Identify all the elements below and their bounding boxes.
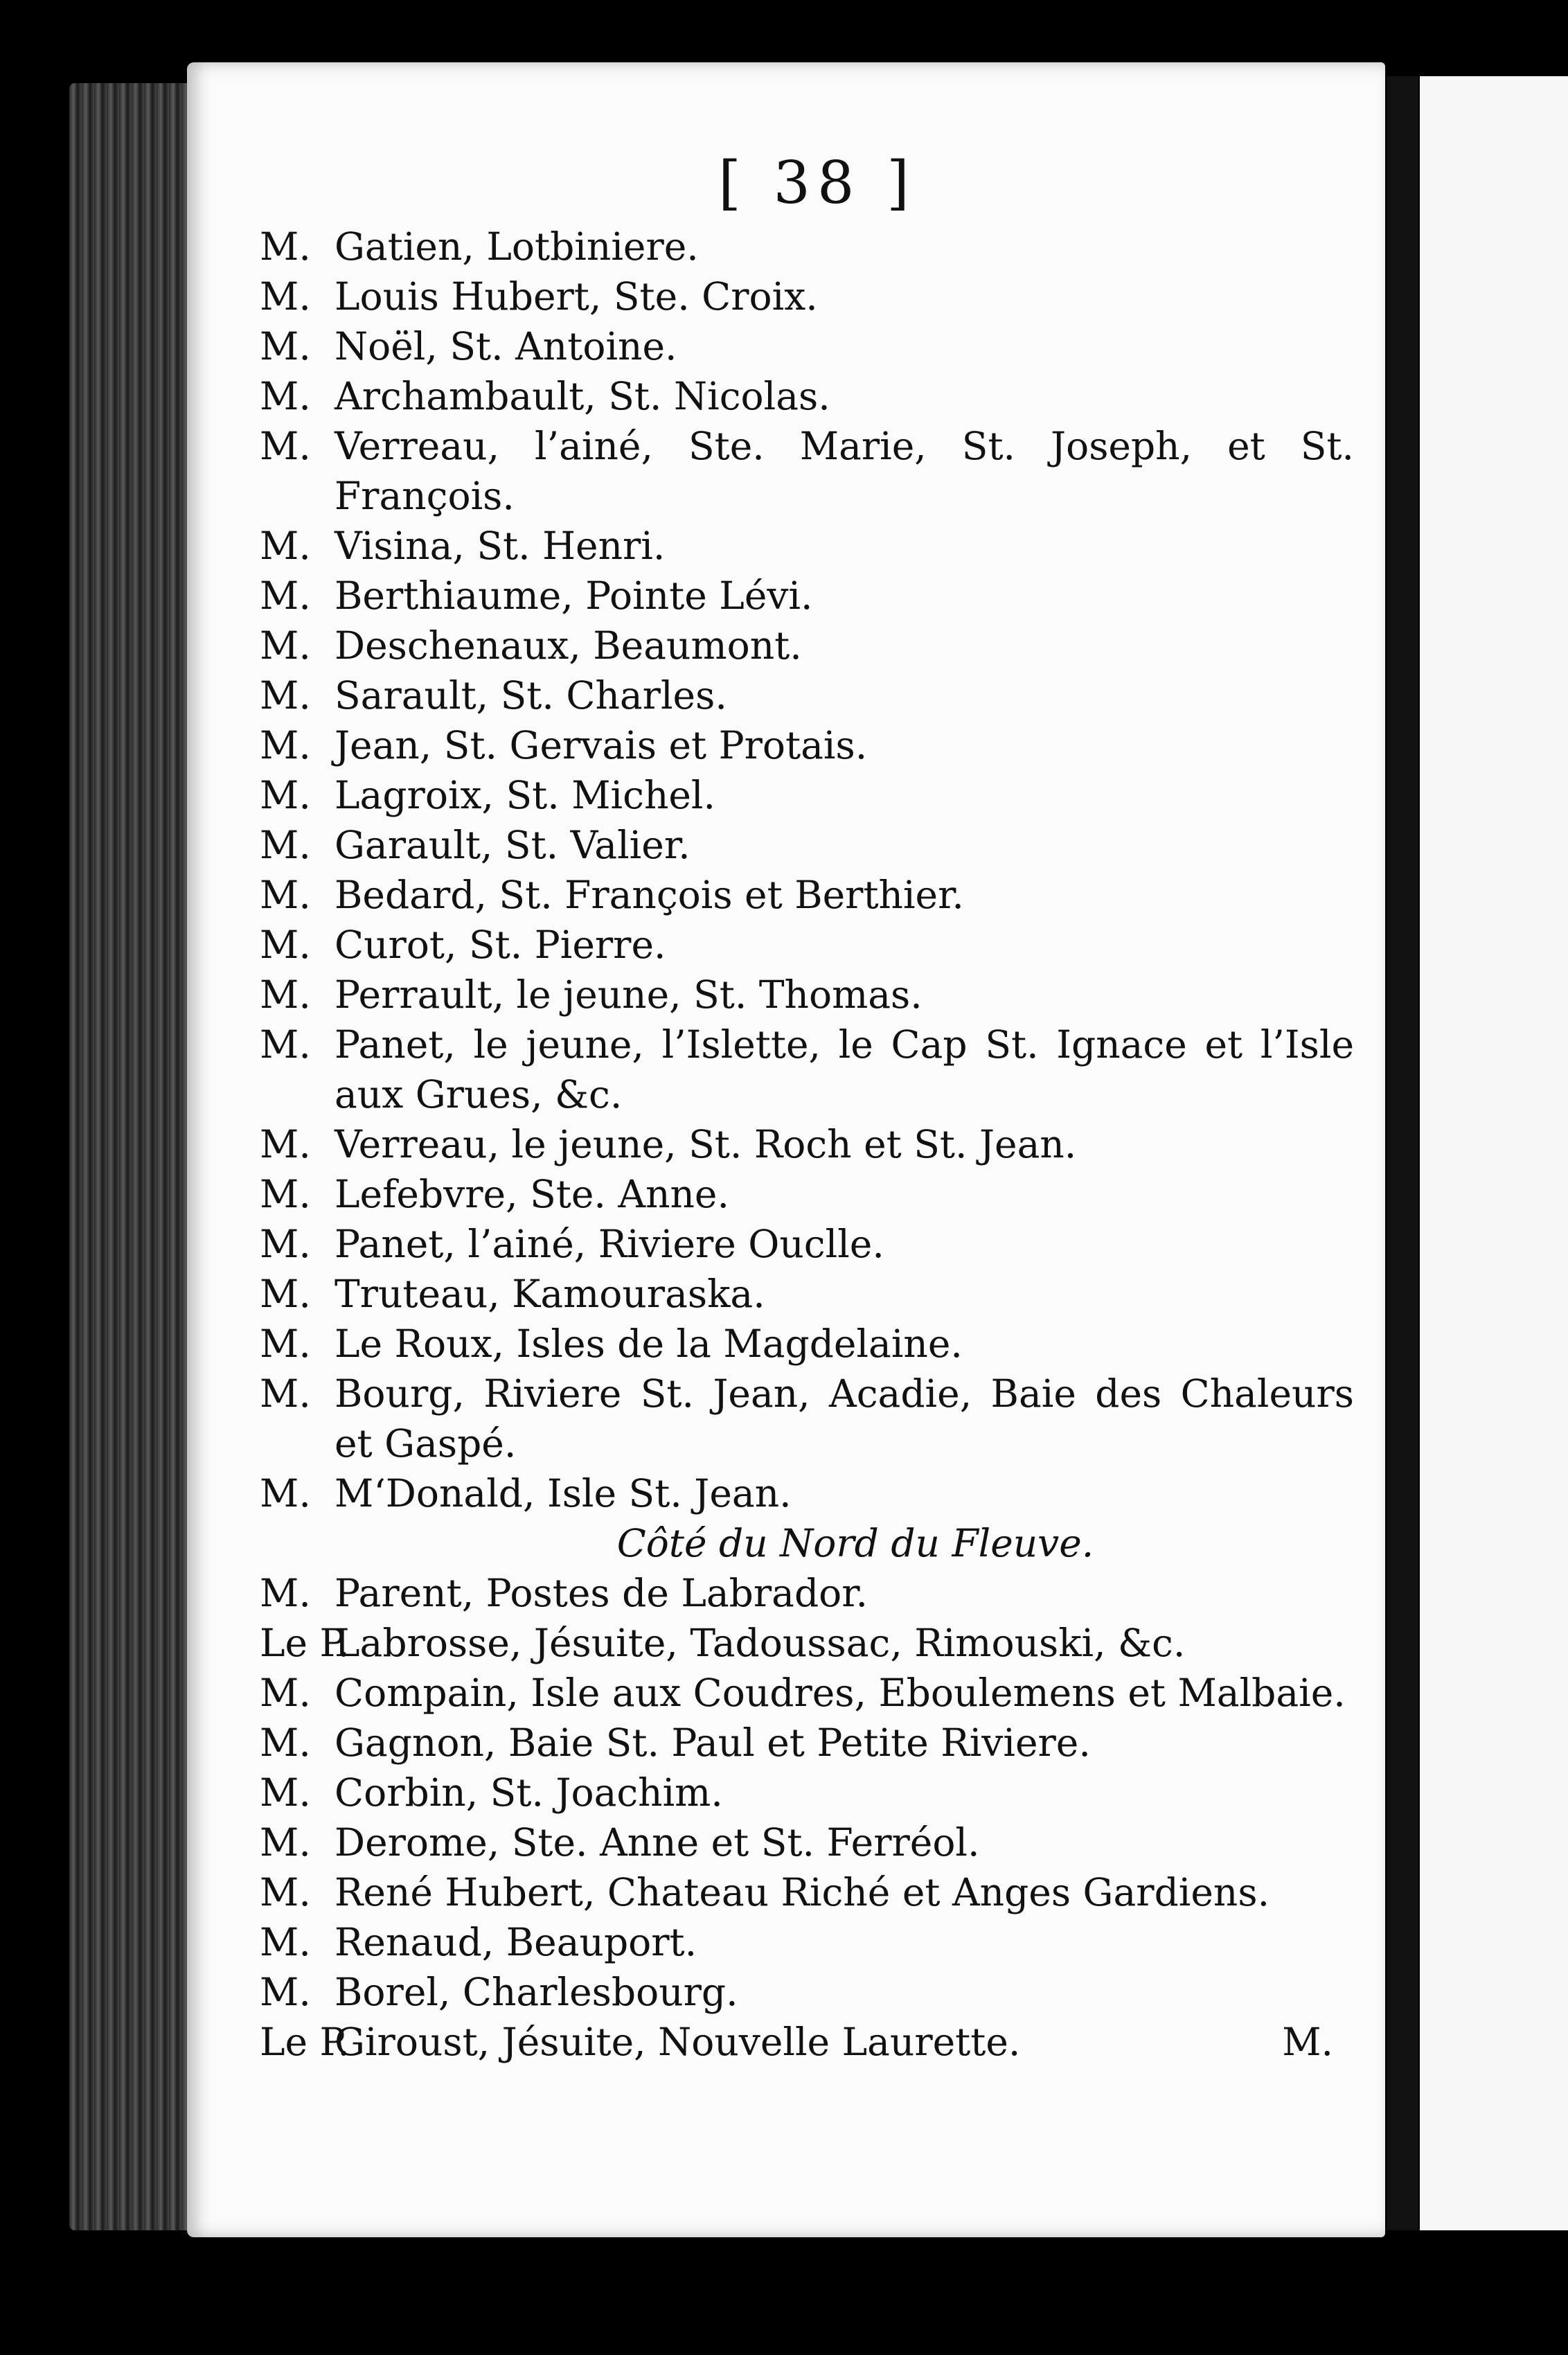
entry-text: Derome, Ste. Anne et St. Ferréol. — [335, 1820, 980, 1865]
list-item — [260, 1020, 1354, 1119]
entry-text: Panet, le jeune, l’Islette, le Cap St. Ignace et l’Isle aux Grues, &c. — [335, 1022, 1354, 1117]
entry-text: Sarault, St. Charles. — [335, 673, 727, 718]
entry-text: Borel, Charlesbourg. — [335, 1970, 738, 2014]
list-item — [260, 1668, 1354, 1718]
entry-text: René Hubert, Chateau Riché et Anges Gardiens. — [335, 1870, 1270, 1914]
entry-text: Deschenaux, Beaumont. — [335, 623, 802, 668]
entry-title: M. — [260, 1970, 311, 2014]
list-item — [260, 321, 1354, 371]
list-item — [260, 521, 1354, 571]
list-item — [260, 820, 1354, 870]
page-number: [ 38 ] — [718, 149, 916, 217]
entry-title: Le P. — [260, 1621, 350, 1665]
list-item — [260, 1568, 1354, 1618]
entry-title: M. — [260, 1671, 311, 1715]
list-item — [260, 1967, 1354, 2017]
entry-title: M. — [260, 723, 311, 767]
list-item — [260, 1369, 1354, 1468]
list-item — [260, 621, 1354, 670]
entry-title: M. — [260, 1820, 311, 1865]
entry-text: Bedard, St. François et Berthier. — [335, 873, 964, 917]
entry-title: M. — [260, 1022, 311, 1067]
entry-text: Berthiaume, Pointe Lévi. — [335, 574, 813, 618]
list-item — [260, 272, 1354, 321]
entry-title: M. — [260, 1471, 311, 1516]
entry-text: Corbin, St. Joachim. — [335, 1770, 723, 1815]
entry-title: M. — [260, 1371, 311, 1416]
entry-title: M. — [260, 524, 311, 568]
list-item — [260, 1119, 1354, 1169]
list-item — [260, 1319, 1354, 1369]
entry-text: Gatien, Lotbiniere. — [335, 224, 699, 269]
list-item — [260, 1917, 1354, 1967]
entry-title: M. — [260, 873, 311, 917]
list-item — [260, 1219, 1354, 1269]
entry-title: M. — [260, 773, 311, 817]
entry-title: M. — [260, 374, 311, 418]
entry-text: Archambault, St. Nicolas. — [335, 374, 830, 418]
list-item — [260, 1718, 1354, 1768]
list-item — [260, 371, 1354, 421]
entry-text: Truteau, Kamouraska. — [335, 1272, 765, 1316]
list-item — [260, 670, 1354, 720]
entry-title: M. — [260, 1322, 311, 1366]
entry-text-row — [335, 2017, 1354, 2067]
entry-title: M. — [260, 1222, 311, 1266]
entry-title: M. — [260, 673, 311, 718]
entry-title: M. — [260, 923, 311, 967]
entry-text: Visina, St. Henri. — [335, 524, 666, 568]
list-item — [260, 870, 1354, 920]
entry-text: Labrosse, Jésuite, Tadoussac, Rimouski, &c. — [335, 1621, 1186, 1665]
entry-text: Verreau, l’ainé, Ste. Marie, St. Joseph, et St. François. — [335, 424, 1354, 518]
entry-list — [260, 222, 1354, 2067]
list-item — [260, 1818, 1354, 1867]
entry-text: Renaud, Beauport. — [335, 1920, 697, 1964]
list-item — [260, 1867, 1354, 1917]
entry-text: Lefebvre, Ste. Anne. — [335, 1172, 729, 1216]
entry-text: Parent, Postes de Labrador. — [335, 1571, 868, 1615]
entry-text: Garault, St. Valier. — [335, 823, 691, 867]
list-item — [260, 222, 1354, 272]
list-item — [260, 1169, 1354, 1219]
list-item — [260, 720, 1354, 770]
catchword: M. — [1282, 2020, 1333, 2064]
entry-title: M. — [260, 324, 311, 368]
entry-text: Curot, St. Pierre. — [335, 923, 666, 967]
entry-text: Noël, St. Antoine. — [335, 324, 677, 368]
list-item — [260, 1768, 1354, 1818]
list-item — [260, 770, 1354, 820]
entry-title: M. — [260, 1770, 311, 1815]
entry-text: Lagroix, St. Michel. — [335, 773, 715, 817]
entry-title: M. — [260, 574, 311, 618]
entry-text: Panet, l’ainé, Riviere Ouclle. — [335, 1222, 884, 1266]
entry-text: Gagnon, Baie St. Paul et Petite Riviere. — [335, 1721, 1091, 1765]
entry-title: M. — [260, 1172, 311, 1216]
entry-title: M. — [260, 224, 311, 269]
entry-text: M‘Donald, Isle St. Jean. — [335, 1471, 792, 1516]
entry-text: Bourg, Riviere St. Jean, Acadie, Baie des Chaleurs et Gaspé. — [335, 1371, 1354, 1466]
entry-text: Le Roux, Isles de la Magdelaine. — [335, 1322, 963, 1366]
entry-title: M. — [260, 1272, 311, 1316]
entry-title: M. — [260, 1920, 311, 1964]
entry-text: Louis Hubert, Ste. Croix. — [335, 274, 818, 319]
list-item — [260, 571, 1354, 621]
entry-title: M. — [260, 623, 311, 668]
entry-title: M. — [260, 1721, 311, 1765]
entry-title: M. — [260, 1122, 311, 1166]
entry-title: M. — [260, 972, 311, 1017]
entry-title: M. — [260, 1870, 311, 1914]
entry-title: M. — [260, 823, 311, 867]
list-item — [260, 1468, 1354, 1518]
facing-page-edge — [1420, 76, 1568, 2230]
entry-text: Jean, St. Gervais et Protais. — [335, 723, 868, 767]
section-heading-text: Côté du Nord du Fleuve. — [616, 1521, 1094, 1565]
entry-text: Compain, Isle aux Coudres, Eboulemens et Malbaie. — [335, 1671, 1346, 1715]
list-item — [260, 1618, 1354, 1668]
entry-title: M. — [260, 274, 311, 319]
entry-text: Perrault, le jeune, St. Thomas. — [335, 972, 923, 1017]
entry-title: M. — [260, 1571, 311, 1615]
entry-text: Verreau, le jeune, St. Roch et St. Jean. — [335, 1122, 1077, 1166]
list-item — [260, 1269, 1354, 1319]
list-item — [260, 2017, 1354, 2067]
list-item — [260, 920, 1354, 970]
entry-title: Le P. — [260, 2020, 350, 2064]
list-item — [260, 970, 1354, 1020]
gutter-shadow — [1387, 76, 1418, 2230]
section-heading — [260, 1518, 1354, 1568]
entry-title: M. — [260, 424, 311, 468]
entry-text: Giroust, Jésuite, Nouvelle Laurette. — [335, 2020, 1021, 2064]
list-item — [260, 421, 1354, 521]
book-edge — [69, 83, 201, 2230]
